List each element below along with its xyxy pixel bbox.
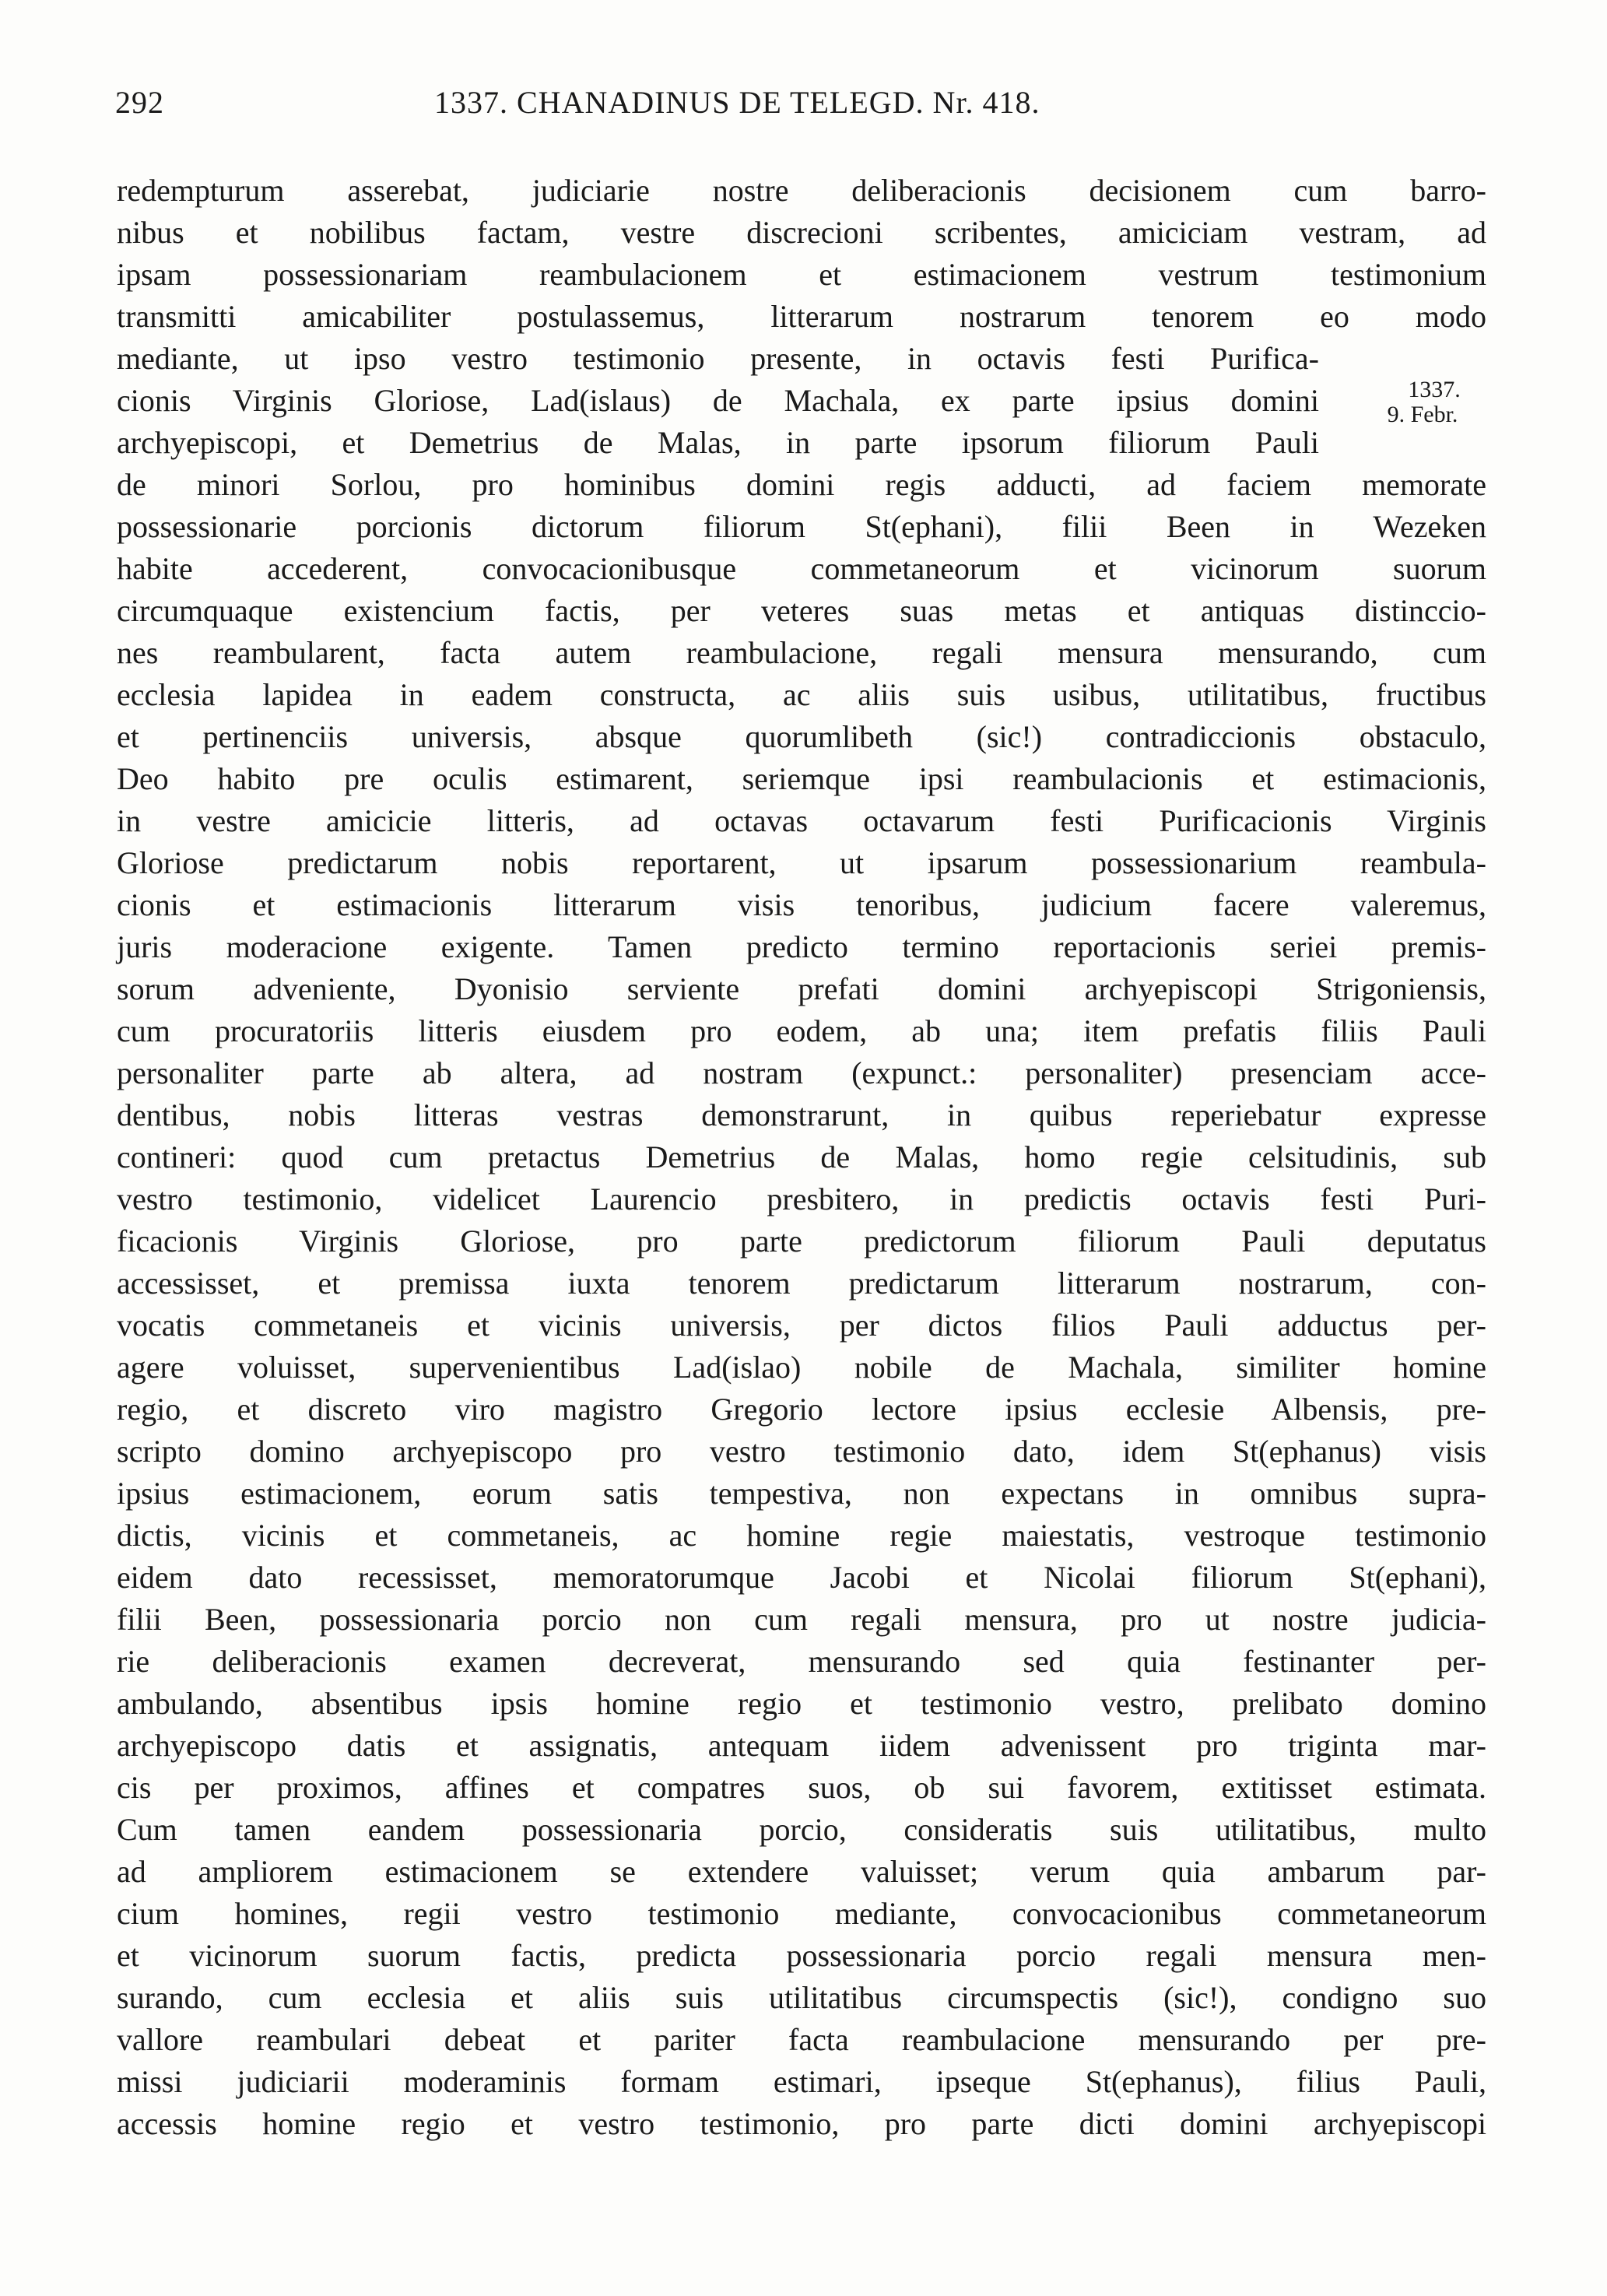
text-line: in vestre amicicie litteris, ad octavas octavarum festi Purificacionis Virginis [117, 803, 1486, 838]
text-line: de minori Sorlou, pro hominibus domini regis adducti, ad faciem memorate [117, 467, 1486, 502]
text-line: vallore reambulari debeat et pariter facta reambulacione mensurando per pre- [117, 2022, 1486, 2057]
text-line: ambulando, absentibus ipsis homine regio et testimonio vestro, prelibato domino [117, 1686, 1486, 1721]
text-line: sorum adveniente, Dyonisio serviente prefati domini archyepiscopi Strigoniensis, [117, 971, 1486, 1006]
text-line: ipsius estimacionem, eorum satis tempestiva, non expectans in omnibus supra- [117, 1476, 1486, 1511]
text-line: vestro testimonio, videlicet Laurencio presbitero, in predictis octavis festi Puri- [117, 1181, 1486, 1216]
text-line: vocatis commetaneis et vicinis universis, per dictos filios Pauli adductus per- [117, 1308, 1486, 1343]
margin-note-year: 1337. [1408, 377, 1461, 402]
text-line: agere voluisset, supervenientibus Lad(islao) nobile de Machala, similiter homine [117, 1350, 1486, 1385]
text-line: nibus et nobilibus factam, vestre discrecioni scribentes, amiciciam vestram, ad [117, 215, 1486, 250]
text-line: personaliter parte ab altera, ad nostram (expunct.: personaliter) presenciam acce- [117, 1055, 1486, 1090]
text-line: missi judiciarii moderaminis formam estimari, ipseque St(ephanus), filius Pauli, [117, 2064, 1486, 2099]
text-line: juris moderacione exigente. Tamen predicto termino reportacionis seriei premis- [117, 929, 1486, 964]
text-line: possessionarie porcionis dictorum filiorum St(ephani), filii Been in Wezeken [117, 509, 1486, 544]
text-line: archyepiscopi, et Demetrius de Malas, in parte ipsorum filiorum Pauli [117, 425, 1319, 460]
text-line: et pertinenciis universis, absque quorumlibeth (sic!) contradiccionis obstaculo, [117, 719, 1486, 754]
text-line: ecclesia lapidea in eadem constructa, ac aliis suis usibus, utilitatibus, fructibus [117, 677, 1486, 712]
text-line: habite accederent, convocacionibusque commetaneorum et vicinorum suorum [117, 551, 1486, 586]
margin-note-date: 9. Febr. [1387, 402, 1458, 427]
text-line: rie deliberacionis examen decreverat, mensurando sed quia festinanter per- [117, 1644, 1486, 1679]
text-line: dentibus, nobis litteras vestras demonstrarunt, in quibus reperiebatur expresse [117, 1097, 1486, 1132]
text-line: Cum tamen eandem possessionaria porcio, consideratis suis utilitatibus, multo [117, 1812, 1486, 1847]
text-line: filii Been, possessionaria porcio non cum regali mensura, pro ut nostre judicia- [117, 1602, 1486, 1637]
text-line: scripto domino archyepiscopo pro vestro testimonio dato, idem St(ephanus) visis [117, 1434, 1486, 1469]
text-line: ficacionis Virginis Gloriose, pro parte predictorum filiorum Pauli deputatus [117, 1223, 1486, 1259]
text-line: ad ampliorem estimacionem se extendere valuisset; verum quia ambarum par- [117, 1854, 1486, 1889]
text-line: accessisset, et premissa iuxta tenorem predictarum litterarum nostrarum, con- [117, 1266, 1486, 1301]
text-line: cionis et estimacionis litterarum visis tenoribus, judicium facere valeremus, [117, 887, 1486, 922]
text-line: Deo habito pre oculis estimarent, seriemque ipsi reambulacionis et estimacionis, [117, 761, 1486, 796]
text-line: nes reambularent, facta autem reambulacione, regali mensura mensurando, cum [117, 635, 1486, 670]
text-line: archyepiscopo datis et assignatis, antequam iidem advenissent pro triginta mar- [117, 1728, 1486, 1763]
page-header [115, 84, 1212, 131]
text-line: accessis homine regio et vestro testimonio, pro parte dicti domini archyepiscopi [117, 2106, 1486, 2141]
text-line: regio, et discreto viro magistro Gregorio lectore ipsius ecclesie Albensis, pre- [117, 1392, 1486, 1427]
text-line: eidem dato recessisset, memoratorumque Jacobi et Nicolai filiorum St(ephani), [117, 1560, 1486, 1595]
text-line: transmitti amicabiliter postulassemus, litterarum nostrarum tenorem eo modo [117, 299, 1486, 334]
text-line: cionis Virginis Gloriose, Lad(islaus) de Machala, ex parte ipsius domini [117, 383, 1319, 418]
text-line: et vicinorum suorum factis, predicta possessionaria porcio regali mensura men- [117, 1938, 1486, 1973]
text-line: redempturum asserebat, judiciarie nostre deliberacionis decisionem cum barro- [117, 173, 1486, 208]
running-title: 1337. CHANADINUS DE TELEGD. Nr. 418. [434, 85, 1040, 120]
text-line: ipsam possessionariam reambulacionem et estimacionem vestrum testimonium [117, 257, 1486, 292]
text-line: dictis, vicinis et commetaneis, ac homine regie maiestatis, vestroque testimonio [117, 1518, 1486, 1553]
body-text [117, 170, 1486, 2145]
text-line: mediante, ut ipso vestro testimonio presente, in octavis festi Purifica- [117, 341, 1319, 376]
text-line: cum procuratoriis litteris eiusdem pro eodem, ab una; item prefatis filiis Pauli [117, 1013, 1486, 1048]
text-line: circumquaque existencium factis, per veteres suas metas et antiquas distinccio- [117, 593, 1486, 628]
page-number: 292 [115, 85, 164, 120]
text-line: cis per proximos, affines et compatres suos, ob sui favorem, extitisset estimata. [117, 1770, 1486, 1805]
text-line: cium homines, regii vestro testimonio mediante, convocacionibus commetaneorum [117, 1896, 1486, 1931]
text-line: surando, cum ecclesia et aliis suis utilitatibus circumspectis (sic!), condigno suo [117, 1980, 1486, 2015]
text-line: contineri: quod cum pretactus Demetrius de Malas, homo regie celsitudinis, sub [117, 1139, 1486, 1174]
text-line: Gloriose predictarum nobis reportarent, ut ipsarum possessionarium reambula- [117, 845, 1486, 880]
